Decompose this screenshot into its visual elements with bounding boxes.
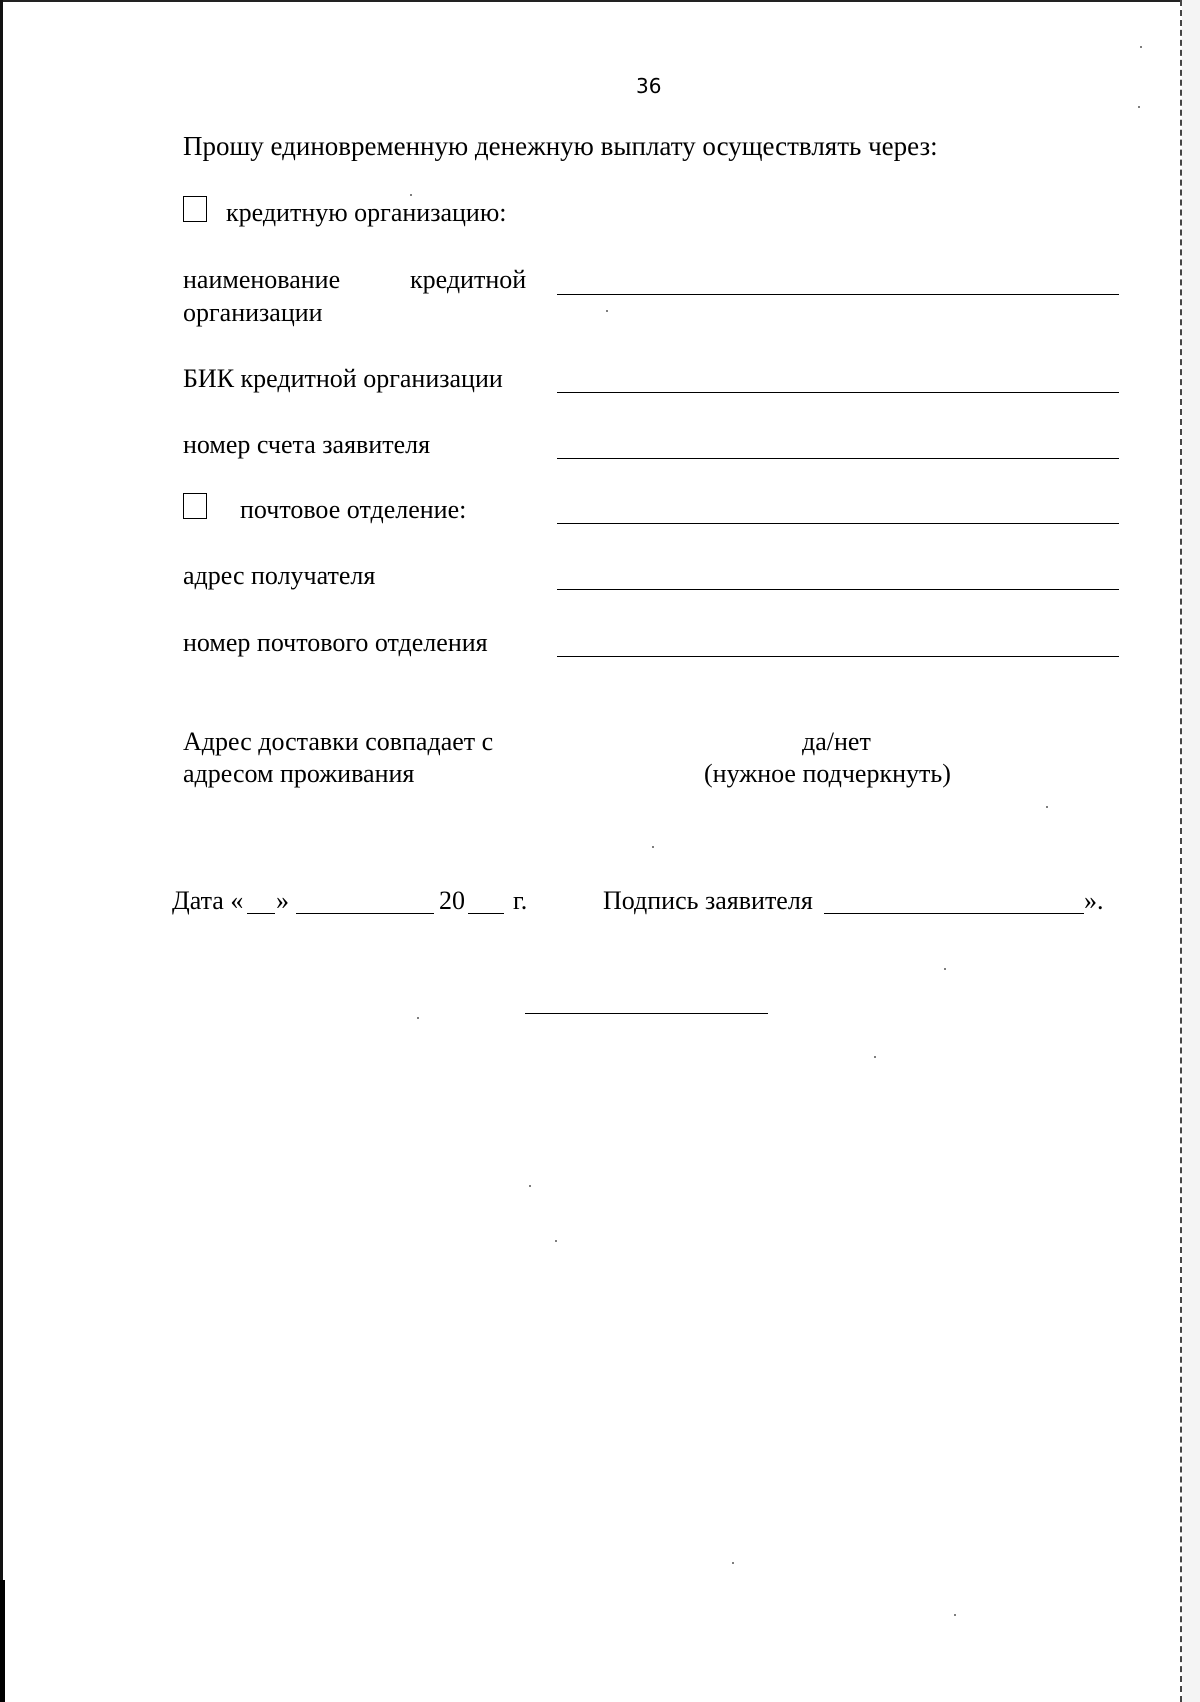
scan-speck — [732, 1562, 734, 1564]
post-office-checkbox[interactable] — [183, 493, 207, 519]
scan-speck — [529, 1185, 531, 1187]
delivery-question-line1: Адрес доставки совпадает с — [183, 727, 494, 756]
scan-speck — [1138, 106, 1140, 108]
account-number-label: номер счета заявителя — [183, 430, 431, 459]
credit-org-name-label-line2: организации — [183, 298, 323, 327]
credit-org-name-label-word1: наименование — [183, 265, 341, 294]
credit-org-option-label: кредитную организацию: — [226, 198, 507, 227]
recipient-address-label: адрес получателя — [183, 561, 376, 590]
signature-close-quote: ». — [1084, 886, 1104, 915]
scan-speck — [1140, 46, 1142, 48]
scan-speck — [410, 194, 412, 196]
delivery-question-line2: адресом проживания — [183, 759, 415, 788]
scan-speck — [874, 1056, 876, 1058]
scan-left-edge-shadow — [0, 1580, 5, 1702]
post-office-option-label: почтовое отделение: — [240, 495, 467, 524]
date-month-field[interactable] — [296, 913, 434, 914]
post-office-field[interactable] — [557, 523, 1119, 524]
scan-left-edge — [0, 0, 3, 1702]
credit-org-checkbox[interactable] — [183, 196, 207, 222]
page-number: 36 — [636, 74, 662, 98]
date-day-close-quote: » — [276, 886, 289, 915]
delivery-answer-yes-no[interactable]: да/нет — [802, 727, 871, 756]
scan-speck — [555, 1240, 557, 1242]
scan-speck — [606, 310, 608, 312]
scan-speck — [944, 968, 946, 970]
delivery-answer-hint: (нужное подчеркнуть) — [704, 759, 951, 788]
credit-org-name-label-word2: кредитной — [410, 265, 527, 294]
document-end-separator — [525, 1013, 768, 1014]
scan-speck — [652, 846, 654, 848]
signature-field[interactable] — [824, 913, 1084, 914]
post-office-number-label: номер почтового отделения — [183, 628, 488, 657]
recipient-address-field[interactable] — [557, 589, 1119, 590]
page-heading: Прошу единовременную денежную выплату осуществлять через: — [183, 131, 938, 161]
scan-speck — [1046, 806, 1048, 808]
date-year-prefix: 20 — [439, 886, 465, 915]
scan-right-edge — [1180, 0, 1182, 1702]
date-year-suffix: г. — [513, 886, 528, 915]
bik-label: БИК кредитной организации — [183, 364, 503, 393]
scan-top-edge — [0, 0, 1200, 2]
date-day-field[interactable] — [247, 913, 275, 914]
date-year-field[interactable] — [468, 913, 504, 914]
bik-field[interactable] — [557, 392, 1119, 393]
credit-org-name-field[interactable] — [557, 294, 1119, 295]
post-office-number-field[interactable] — [557, 656, 1119, 657]
scan-right-margin — [1182, 0, 1200, 1702]
signature-label: Подпись заявителя — [603, 886, 813, 915]
account-number-field[interactable] — [557, 458, 1119, 459]
scan-speck — [954, 1614, 956, 1616]
date-label: Дата « — [172, 886, 244, 915]
scan-speck — [417, 1017, 419, 1019]
